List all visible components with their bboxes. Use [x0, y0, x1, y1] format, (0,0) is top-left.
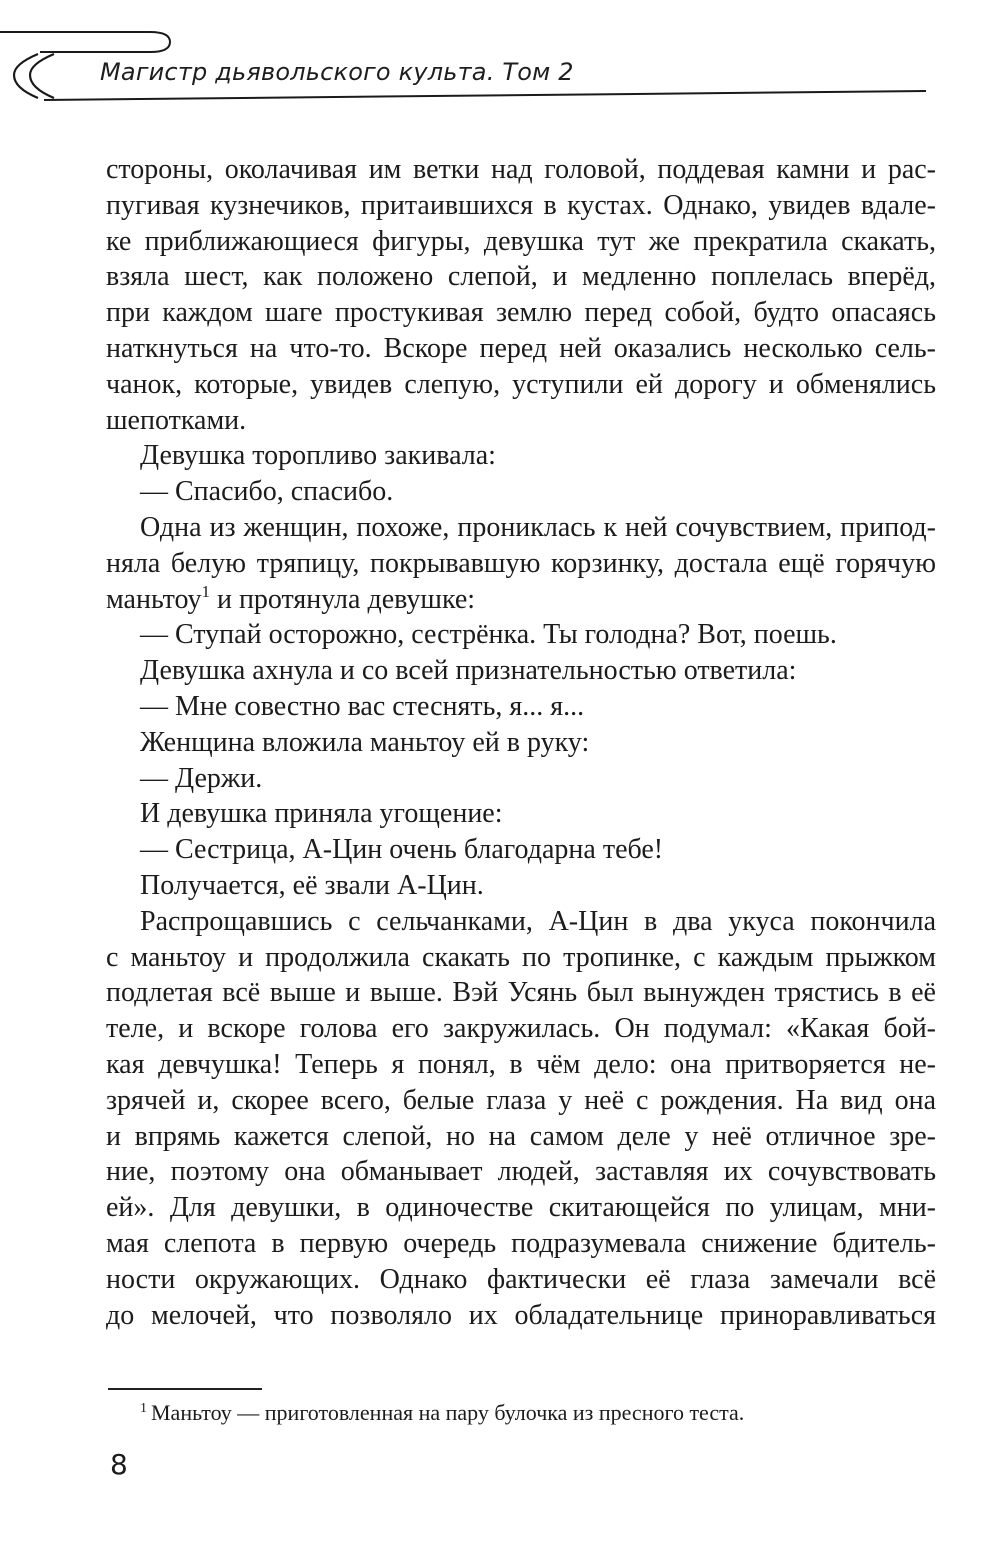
- text-span: маньтоу: [106, 583, 202, 615]
- text-line: шепотками.: [106, 404, 247, 436]
- text-line: Девушка ахнула и со всей признательностью ответила:: [140, 655, 797, 687]
- text-line-with-footnote: [106, 582, 936, 618]
- text-line: И девушка приняла угощение:: [140, 798, 503, 830]
- dialogue-line: — Сестрица, А-Цин очень благодарна тебе!: [140, 834, 664, 866]
- footnote-marker: 1: [140, 1401, 147, 1416]
- text-line: стороны, околачивая им ветки над головой, поддевая камни и рас-: [106, 154, 936, 185]
- text-line: зрячей и, скорее всего, белые глаза у неё с рождения. На вид она: [106, 1084, 936, 1116]
- text-line: при каждом шаге простукивая землю перед собой, будто опасаясь: [106, 297, 936, 329]
- text-span: и протянула девушке:: [209, 583, 476, 615]
- text-line: до мелочей, что позволяло их обладательнице приноравливаться: [106, 1299, 936, 1331]
- text-line: и впрямь кажется слепой, но на самом деле у неё отличное зре-: [106, 1120, 936, 1152]
- dialogue-line: — Мне совестно вас стеснять, я... я...: [140, 690, 585, 722]
- text-line: Одна из женщин, похоже, прониклась к ней сочувствием, припод-: [140, 511, 936, 543]
- footnote: [140, 1400, 744, 1426]
- text-line: кая девчушка! Теперь я понял, в чём дело: она притворяется не-: [106, 1048, 936, 1080]
- text-line: с маньтоу и продолжила скакать по тропинке, с каждым прыжком: [106, 941, 936, 973]
- footnote-ref: 1: [201, 581, 210, 601]
- text-line: наткнуться на что-то. Вскоре перед ней оказались несколько сель-: [106, 332, 936, 364]
- header-ornament: [0, 0, 1000, 110]
- text-line: Девушка торопливо закивала:: [140, 440, 496, 472]
- text-line: няла белую тряпицу, покрывавшую корзинку, достала ещё горячую: [106, 547, 936, 579]
- body-text: [106, 152, 936, 1333]
- text-line: ние, поэтому она обманывает людей, заставляя их сочувствовать: [106, 1156, 936, 1188]
- running-title: Магистр дьявольского культа. Том 2: [100, 58, 574, 86]
- text-line: пугивая кузнечиков, притаившихся в кустах. Однако, увидев вдале-: [106, 189, 936, 221]
- text-line: чанок, которые, увидев слепую, уступили ей дорогу и обменялись: [106, 368, 936, 400]
- text-line: ности окружающих. Однако фактически её глаза замечали всё: [106, 1263, 936, 1295]
- text-line: взяла шест, как положено слепой, и медленно поплелась вперёд,: [106, 261, 936, 293]
- text-line: мая слепота в первую очередь подразумевала снижение бдитель-: [106, 1227, 936, 1259]
- text-line: подлетая всё выше и выше. Вэй Усянь был вынужден трястись в её: [106, 977, 936, 1009]
- text-line: ей». Для девушки, в одиночестве скитающейся по улицам, мни-: [106, 1192, 936, 1224]
- text-line: Распрощавшись с сельчанками, А-Цин в два укуса покончила: [140, 905, 936, 937]
- dialogue-line: — Спасибо, спасибо.: [140, 476, 394, 508]
- text-line: теле, и вскоре голова его закружилась. Он подумал: «Какая бой-: [106, 1013, 936, 1045]
- footnote-divider: [108, 1388, 262, 1390]
- text-line: Женщина вложила маньтоу ей в руку:: [140, 726, 590, 758]
- text-line: Получается, её звали А-Цин.: [140, 869, 484, 901]
- page-number: 8: [110, 1448, 128, 1481]
- footnote-text: Маньтоу — приготовленная на пару булочка из пресного теста.: [151, 1400, 745, 1425]
- dialogue-line: — Держи.: [140, 762, 263, 794]
- text-line: ке приближающиеся фигуры, девушка тут же прекратила скакать,: [106, 225, 936, 257]
- dialogue-line: — Ступай осторожно, сестрёнка. Ты голодна? Вот, поешь.: [140, 619, 837, 651]
